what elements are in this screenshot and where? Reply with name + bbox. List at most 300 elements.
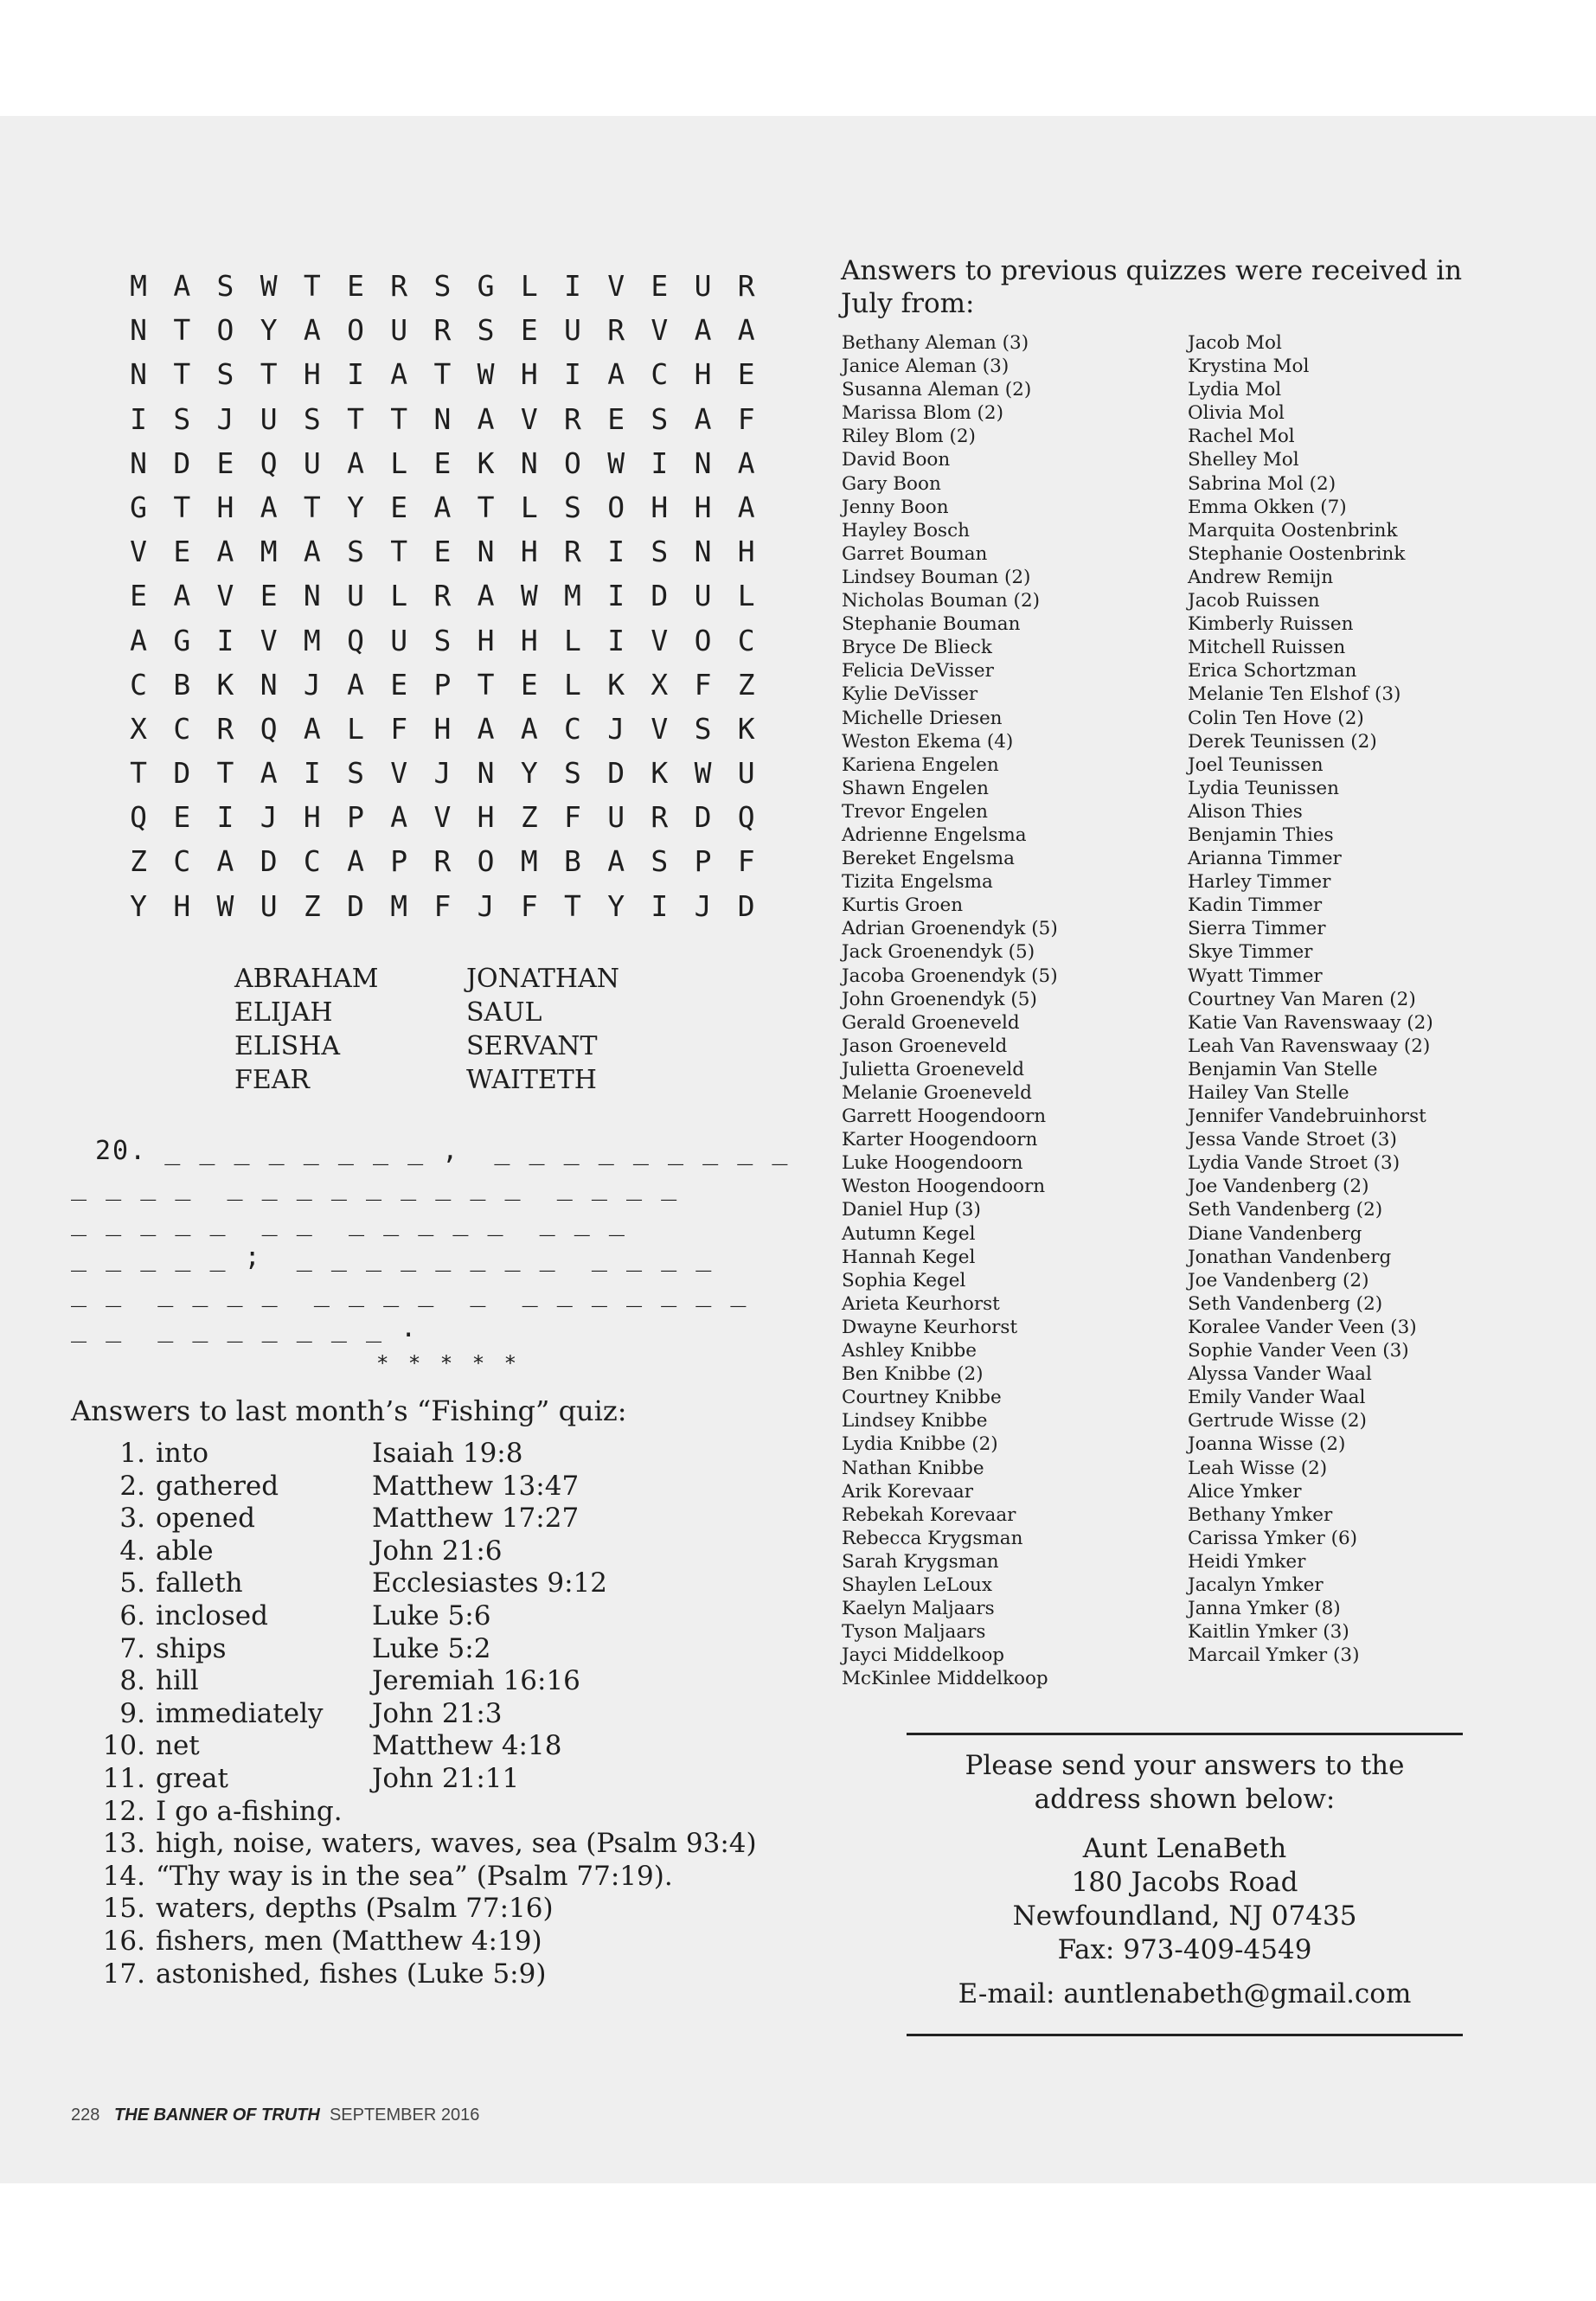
word-list-item: ELIJAH bbox=[234, 997, 333, 1028]
grid-letter: T bbox=[173, 313, 191, 348]
word-list-item: SERVANT bbox=[466, 1031, 598, 1061]
word-list-item: ABRAHAM bbox=[234, 964, 379, 994]
grid-letter: K bbox=[737, 711, 755, 746]
answers-list bbox=[99, 1438, 757, 1990]
grid-letter: B bbox=[173, 667, 191, 702]
grid-letter: I bbox=[607, 623, 625, 657]
received-name: Shaylen LeLoux bbox=[842, 1574, 993, 1596]
received-name: Jack Groenendyk (5) bbox=[842, 941, 1035, 964]
grid-letter: C bbox=[173, 711, 191, 746]
grid-letter: A bbox=[347, 844, 364, 879]
grid-letter: T bbox=[173, 357, 191, 392]
received-name: Melanie Ten Elshof (3) bbox=[1188, 683, 1401, 706]
received-name: David Boon bbox=[842, 449, 951, 471]
received-name: Jacob Mol bbox=[1188, 332, 1282, 354]
received-name: Alyssa Vander Waal bbox=[1188, 1363, 1372, 1386]
received-name: Koralee Vander Veen (3) bbox=[1188, 1316, 1417, 1338]
answer-row bbox=[99, 1828, 757, 1861]
received-name: Harley Timmer bbox=[1188, 871, 1331, 894]
question-20-blanks bbox=[71, 1133, 790, 1346]
answer-row bbox=[99, 1796, 757, 1829]
grid-letter: R bbox=[390, 269, 408, 303]
received-name: Arianna Timmer bbox=[1188, 848, 1342, 870]
grid-letter: O bbox=[694, 623, 712, 657]
grid-letter: U bbox=[260, 401, 278, 436]
grid-letter: X bbox=[130, 711, 148, 746]
grid-letter: H bbox=[303, 357, 321, 392]
received-name: Hannah Kegel bbox=[842, 1246, 976, 1268]
grid-letter: T bbox=[216, 756, 234, 791]
received-name: Sophie Vander Veen (3) bbox=[1188, 1340, 1409, 1362]
grid-letter: U bbox=[694, 579, 712, 613]
answer-number: 11. bbox=[102, 1762, 145, 1794]
received-name: Dwayne Keurhorst bbox=[842, 1316, 1018, 1338]
answer-number: 8. bbox=[119, 1665, 145, 1697]
answer-word: “Thy way is in the sea” (Psalm 77:19). bbox=[156, 1860, 673, 1892]
received-name: Hayley Bosch bbox=[842, 519, 970, 542]
received-name: Jonathan Vandenberg bbox=[1188, 1246, 1392, 1268]
grid-letter: S bbox=[433, 623, 452, 657]
received-name: Joe Vandenberg (2) bbox=[1188, 1176, 1369, 1198]
received-name: Alison Thies bbox=[1188, 800, 1303, 823]
grid-letter: D bbox=[173, 756, 191, 791]
grid-letter: W bbox=[216, 888, 234, 923]
grid-letter: M bbox=[390, 888, 408, 923]
answer-number: 16. bbox=[102, 1925, 145, 1957]
received-name: Lindsey Knibbe bbox=[842, 1410, 988, 1433]
grid-letter: C bbox=[737, 623, 755, 657]
grid-letter: N bbox=[694, 445, 712, 480]
grid-letter: J bbox=[477, 888, 495, 923]
grid-letter: F bbox=[390, 711, 408, 746]
grid-letter: A bbox=[477, 401, 495, 436]
grid-letter: A bbox=[173, 579, 191, 613]
grid-letter: E bbox=[390, 667, 408, 702]
grid-letter: A bbox=[477, 711, 495, 746]
grid-letter: A bbox=[607, 844, 625, 879]
received-name: Marquita Oostenbrink bbox=[1188, 519, 1398, 542]
grid-letter: P bbox=[694, 844, 712, 879]
answer-word: high, noise, waters, waves, sea (Psalm 93:4) bbox=[156, 1828, 757, 1860]
grid-letter: P bbox=[347, 800, 364, 835]
received-name: Alice Ymker bbox=[1188, 1480, 1302, 1503]
grid-letter: N bbox=[130, 357, 148, 392]
grid-letter: H bbox=[520, 623, 538, 657]
word-list-item: SAUL bbox=[466, 997, 542, 1028]
grid-letter: H bbox=[694, 490, 712, 524]
answer-word: astonished, fishes (Luke 5:9) bbox=[156, 1958, 547, 1990]
grid-letter: S bbox=[651, 535, 669, 569]
answer-row bbox=[99, 1763, 757, 1796]
received-name: Gary Boon bbox=[842, 472, 941, 495]
answer-word: gathered bbox=[156, 1470, 279, 1502]
received-name: Luke Hoogendoorn bbox=[842, 1152, 1023, 1175]
grid-letter: R bbox=[737, 269, 755, 303]
grid-letter: M bbox=[303, 623, 321, 657]
received-name: Rachel Mol bbox=[1188, 426, 1295, 448]
received-name: Ashley Knibbe bbox=[842, 1340, 977, 1362]
grid-letter: L bbox=[520, 269, 538, 303]
answer-reference: Matthew 17:27 bbox=[372, 1503, 580, 1535]
received-name: Seth Vandenberg (2) bbox=[1188, 1292, 1383, 1315]
answer-row bbox=[99, 1730, 757, 1763]
received-name: Joe Vandenberg (2) bbox=[1188, 1269, 1369, 1292]
grid-letter: O bbox=[477, 844, 495, 879]
answer-word: inclosed bbox=[156, 1599, 268, 1631]
answer-row bbox=[99, 1633, 757, 1666]
received-name: Bethany Ymker bbox=[1188, 1503, 1333, 1526]
grid-letter: H bbox=[303, 800, 321, 835]
grid-letter: L bbox=[737, 579, 755, 613]
answers-title: Answers to last month’s “Fishing” quiz: bbox=[71, 1394, 627, 1427]
answer-reference: John 21:6 bbox=[372, 1535, 503, 1567]
received-name: Marcail Ymker (3) bbox=[1188, 1644, 1360, 1667]
grid-letter: S bbox=[173, 401, 191, 436]
grid-letter: N bbox=[303, 579, 321, 613]
grid-letter: J bbox=[216, 401, 234, 436]
grid-letter: I bbox=[564, 269, 581, 303]
received-name: Kaitlin Ymker (3) bbox=[1188, 1621, 1349, 1644]
grid-letter: Y bbox=[130, 888, 148, 923]
grid-letter: W bbox=[694, 756, 712, 791]
received-name: Jacalyn Ymker bbox=[1188, 1574, 1324, 1596]
grid-letter: S bbox=[564, 756, 581, 791]
answer-number: 2. bbox=[119, 1470, 145, 1502]
received-name: John Groenendyk (5) bbox=[842, 988, 1037, 1010]
grid-letter: N bbox=[260, 667, 278, 702]
received-name: Jayci Middelkoop bbox=[842, 1644, 1005, 1667]
grid-letter: H bbox=[433, 711, 452, 746]
grid-letter: J bbox=[433, 756, 452, 791]
word-list-item: FEAR bbox=[234, 1065, 310, 1095]
grid-letter: V bbox=[433, 800, 452, 835]
grid-letter: F bbox=[520, 888, 538, 923]
grid-letter: Z bbox=[520, 800, 538, 835]
grid-letter: E bbox=[390, 490, 408, 524]
contact-box bbox=[907, 1749, 1463, 2011]
grid-letter: D bbox=[607, 756, 625, 791]
received-name: Melanie Groeneveld bbox=[842, 1082, 1032, 1104]
answer-number: 6. bbox=[119, 1599, 145, 1631]
grid-letter: A bbox=[347, 667, 364, 702]
received-name: Rebekah Korevaar bbox=[842, 1503, 1016, 1526]
received-name: Mitchell Ruissen bbox=[1188, 637, 1346, 659]
received-name: Tizita Engelsma bbox=[842, 871, 993, 894]
received-name: Sophia Kegel bbox=[842, 1269, 966, 1292]
grid-letter: L bbox=[520, 490, 538, 524]
word-search-word-list bbox=[234, 962, 657, 1097]
received-name: Nicholas Bouman (2) bbox=[842, 590, 1041, 612]
answer-row bbox=[99, 1665, 757, 1698]
grid-letter: A bbox=[260, 756, 278, 791]
grid-letter: I bbox=[216, 800, 234, 835]
grid-letter: D bbox=[173, 445, 191, 480]
answer-reference: Matthew 13:47 bbox=[372, 1470, 580, 1502]
received-name: Janna Ymker (8) bbox=[1188, 1598, 1341, 1620]
grid-letter: O bbox=[347, 313, 364, 348]
answer-number: 12. bbox=[102, 1795, 145, 1827]
grid-letter: Z bbox=[303, 888, 321, 923]
grid-letter: S bbox=[216, 357, 234, 392]
received-name: Kaelyn Maljaars bbox=[842, 1598, 995, 1620]
grid-letter: A bbox=[520, 711, 538, 746]
grid-letter: R bbox=[564, 535, 581, 569]
answer-reference: Luke 5:6 bbox=[372, 1599, 491, 1631]
grid-letter: A bbox=[260, 490, 278, 524]
received-name: Emily Vander Waal bbox=[1188, 1387, 1366, 1409]
grid-letter: F bbox=[433, 888, 452, 923]
received-name: Gerald Groeneveld bbox=[842, 1011, 1020, 1034]
grid-letter: U bbox=[694, 269, 712, 303]
grid-letter: N bbox=[477, 756, 495, 791]
received-name: Andrew Remijn bbox=[1188, 566, 1334, 588]
received-name: Courtney Van Maren (2) bbox=[1188, 988, 1416, 1010]
grid-letter: H bbox=[520, 357, 538, 392]
received-name: Lydia Teunissen bbox=[1188, 777, 1339, 799]
received-name: Gertrude Wisse (2) bbox=[1188, 1410, 1367, 1433]
answer-row bbox=[99, 1958, 757, 1991]
grid-letter: T bbox=[390, 535, 408, 569]
grid-letter: C bbox=[303, 844, 321, 879]
received-name: Krystina Mol bbox=[1188, 356, 1310, 378]
grid-letter: Y bbox=[607, 888, 625, 923]
grid-letter: A bbox=[737, 490, 755, 524]
question-20-line: _ _ _ _ _ _ _ _ _ . bbox=[71, 1313, 419, 1343]
received-name: Sabrina Mol (2) bbox=[1188, 472, 1336, 495]
received-name: Benjamin Van Stelle bbox=[1188, 1058, 1378, 1080]
received-name: Shelley Mol bbox=[1188, 449, 1299, 471]
grid-letter: N bbox=[433, 401, 452, 436]
grid-letter: K bbox=[216, 667, 234, 702]
grid-letter: S bbox=[433, 269, 452, 303]
received-name: Kimberly Ruissen bbox=[1188, 613, 1354, 636]
grid-letter: Y bbox=[347, 490, 364, 524]
issue-date: SEPTEMBER 2016 bbox=[329, 2106, 480, 2125]
contact-city: Newfoundland, NJ 07435 bbox=[1012, 1900, 1357, 1932]
grid-letter: A bbox=[607, 357, 625, 392]
grid-letter: V bbox=[260, 623, 278, 657]
grid-letter: U bbox=[390, 313, 408, 348]
grid-letter: M bbox=[260, 535, 278, 569]
received-name: Jacob Ruissen bbox=[1188, 590, 1320, 612]
contact-top-rule bbox=[907, 1733, 1463, 1735]
grid-letter: E bbox=[520, 313, 538, 348]
received-name: Susanna Aleman (2) bbox=[842, 379, 1032, 401]
answer-reference: John 21:3 bbox=[372, 1697, 503, 1729]
grid-letter: W bbox=[607, 445, 625, 480]
grid-letter: Y bbox=[520, 756, 538, 791]
contact-bottom-rule bbox=[907, 2034, 1463, 2036]
grid-letter: W bbox=[477, 357, 495, 392]
grid-letter: V bbox=[651, 313, 669, 348]
answer-word: opened bbox=[156, 1503, 256, 1535]
word-list-item: JONATHAN bbox=[466, 964, 619, 994]
grid-letter: A bbox=[303, 535, 321, 569]
grid-letter: U bbox=[564, 313, 581, 348]
grid-letter: T bbox=[477, 490, 495, 524]
grid-letter: L bbox=[390, 445, 408, 480]
grid-letter: E bbox=[216, 445, 234, 480]
answer-number: 1. bbox=[119, 1438, 145, 1469]
answer-number: 3. bbox=[119, 1503, 145, 1535]
grid-letter: S bbox=[216, 269, 234, 303]
received-names-column-1 bbox=[842, 331, 1058, 1690]
grid-letter: C bbox=[651, 357, 669, 392]
contact-email: E-mail: auntlenabeth@gmail.com bbox=[958, 1978, 1412, 2009]
grid-letter: A bbox=[216, 535, 234, 569]
answer-word: hill bbox=[156, 1665, 199, 1697]
grid-letter: A bbox=[433, 490, 452, 524]
answer-row bbox=[99, 1503, 757, 1535]
grid-letter: A bbox=[216, 844, 234, 879]
answer-word: falleth bbox=[156, 1567, 243, 1599]
grid-letter: O bbox=[564, 445, 581, 480]
received-name: Karter Hoogendoorn bbox=[842, 1129, 1038, 1151]
grid-letter: T bbox=[173, 490, 191, 524]
grid-letter: A bbox=[737, 313, 755, 348]
received-name: Benjamin Thies bbox=[1188, 824, 1334, 846]
grid-letter: E bbox=[347, 269, 364, 303]
grid-letter: H bbox=[477, 623, 495, 657]
grid-letter: I bbox=[303, 756, 321, 791]
grid-letter: D bbox=[737, 888, 755, 923]
received-name: Jason Groeneveld bbox=[842, 1035, 1008, 1057]
grid-letter: S bbox=[347, 535, 364, 569]
grid-letter: S bbox=[347, 756, 364, 791]
answer-number: 14. bbox=[102, 1860, 145, 1892]
grid-letter: G bbox=[173, 623, 191, 657]
grid-letter: A bbox=[390, 357, 408, 392]
grid-letter: M bbox=[520, 844, 538, 879]
grid-letter: Q bbox=[737, 800, 755, 835]
received-name: Lydia Knibbe (2) bbox=[842, 1433, 998, 1456]
grid-letter: N bbox=[520, 445, 538, 480]
received-name: Derek Teunissen (2) bbox=[1188, 730, 1377, 753]
answer-word: fishers, men (Matthew 4:19) bbox=[156, 1925, 542, 1957]
contact-street: 180 Jacobs Road bbox=[1071, 1867, 1298, 1898]
grid-letter: I bbox=[607, 535, 625, 569]
answer-word: immediately bbox=[156, 1697, 324, 1729]
grid-letter: N bbox=[130, 313, 148, 348]
received-name: Michelle Driesen bbox=[842, 707, 1003, 729]
grid-letter: G bbox=[477, 269, 495, 303]
grid-letter: U bbox=[260, 888, 278, 923]
grid-letter: P bbox=[433, 667, 452, 702]
received-name: Stephanie Oostenbrink bbox=[1188, 542, 1406, 565]
grid-letter: A bbox=[694, 401, 712, 436]
grid-letter: E bbox=[260, 579, 278, 613]
received-name: Nathan Knibbe bbox=[842, 1457, 984, 1479]
magazine-name: THE BANNER OF TRUTH bbox=[114, 2106, 320, 2125]
answer-number: 15. bbox=[102, 1893, 145, 1925]
received-name: Katie Van Ravenswaay (2) bbox=[1188, 1011, 1433, 1034]
grid-letter: T bbox=[303, 269, 321, 303]
received-names-column-2 bbox=[1188, 331, 1433, 1667]
answer-row bbox=[99, 1600, 757, 1633]
grid-letter: I bbox=[607, 579, 625, 613]
answer-row bbox=[99, 1926, 757, 1958]
grid-letter: I bbox=[216, 623, 234, 657]
grid-letter: V bbox=[216, 579, 234, 613]
received-name: Emma Okken (7) bbox=[1188, 496, 1347, 518]
received-name: Lindsey Bouman (2) bbox=[842, 566, 1031, 588]
received-name: Seth Vandenberg (2) bbox=[1188, 1199, 1383, 1221]
answer-word: net bbox=[156, 1730, 200, 1762]
grid-letter: P bbox=[390, 844, 408, 879]
grid-letter: R bbox=[433, 313, 452, 348]
grid-letter: E bbox=[130, 579, 148, 613]
grid-letter: V bbox=[130, 535, 148, 569]
grid-letter: E bbox=[433, 445, 452, 480]
grid-letter: L bbox=[564, 667, 581, 702]
received-name: Skye Timmer bbox=[1188, 941, 1313, 964]
received-name: Arieta Keurhorst bbox=[842, 1292, 1000, 1315]
received-name: Jessa Vande Stroet (3) bbox=[1188, 1129, 1397, 1151]
grid-letter: J bbox=[260, 800, 278, 835]
grid-letter: A bbox=[694, 313, 712, 348]
grid-letter: L bbox=[564, 623, 581, 657]
grid-letter: E bbox=[173, 535, 191, 569]
grid-letter: L bbox=[347, 711, 364, 746]
grid-letter: S bbox=[564, 490, 581, 524]
answer-number: 13. bbox=[102, 1828, 145, 1860]
grid-letter: L bbox=[390, 579, 408, 613]
grid-letter: E bbox=[433, 535, 452, 569]
grid-letter: K bbox=[477, 445, 495, 480]
question-20-line: 20. _ _ _ _ _ _ _ _ , _ _ _ _ _ _ _ _ _ bbox=[95, 1136, 790, 1166]
question-20-line: _ _ _ _ _ _ _ _ _ _ _ _ _ _ _ _ _ bbox=[71, 1171, 679, 1202]
grid-letter: S bbox=[651, 401, 669, 436]
grid-letter: T bbox=[303, 490, 321, 524]
received-name: Bethany Aleman (3) bbox=[842, 332, 1029, 354]
answer-number: 7. bbox=[119, 1632, 145, 1664]
grid-letter: D bbox=[347, 888, 364, 923]
received-name: Daniel Hup (3) bbox=[842, 1199, 981, 1221]
received-name: Sarah Krygsman bbox=[842, 1550, 999, 1573]
section-separator: * * * * * bbox=[376, 1351, 521, 1375]
received-name: Hailey Van Stelle bbox=[1188, 1082, 1349, 1104]
received-name: Joel Teunissen bbox=[1188, 753, 1324, 776]
grid-letter: Q bbox=[347, 623, 364, 657]
page-footer bbox=[71, 2106, 479, 2125]
grid-letter: A bbox=[347, 445, 364, 480]
answer-number: 17. bbox=[102, 1958, 145, 1990]
grid-letter: A bbox=[303, 711, 321, 746]
contact-intro-line-2: address shown below: bbox=[1034, 1784, 1336, 1815]
word-search-grid bbox=[117, 264, 768, 928]
contact-name: Aunt LenaBeth bbox=[1082, 1833, 1287, 1864]
grid-letter: R bbox=[433, 844, 452, 879]
grid-letter: H bbox=[694, 357, 712, 392]
grid-letter: R bbox=[433, 579, 452, 613]
grid-letter: E bbox=[651, 269, 669, 303]
grid-letter: Z bbox=[130, 844, 148, 879]
grid-letter: A bbox=[173, 269, 191, 303]
answer-row bbox=[99, 1893, 757, 1926]
grid-letter: R bbox=[216, 711, 234, 746]
grid-letter: A bbox=[477, 579, 495, 613]
received-name: Janice Aleman (3) bbox=[842, 356, 1010, 378]
answer-number: 4. bbox=[119, 1535, 145, 1567]
grid-letter: D bbox=[694, 800, 712, 835]
grid-letter: Z bbox=[737, 667, 755, 702]
received-name: Weston Hoogendoorn bbox=[842, 1176, 1046, 1198]
grid-letter: E bbox=[607, 401, 625, 436]
grid-letter: B bbox=[564, 844, 581, 879]
grid-letter: H bbox=[216, 490, 234, 524]
received-name: Weston Ekema (4) bbox=[842, 730, 1014, 753]
received-name: Courtney Knibbe bbox=[842, 1387, 1002, 1409]
